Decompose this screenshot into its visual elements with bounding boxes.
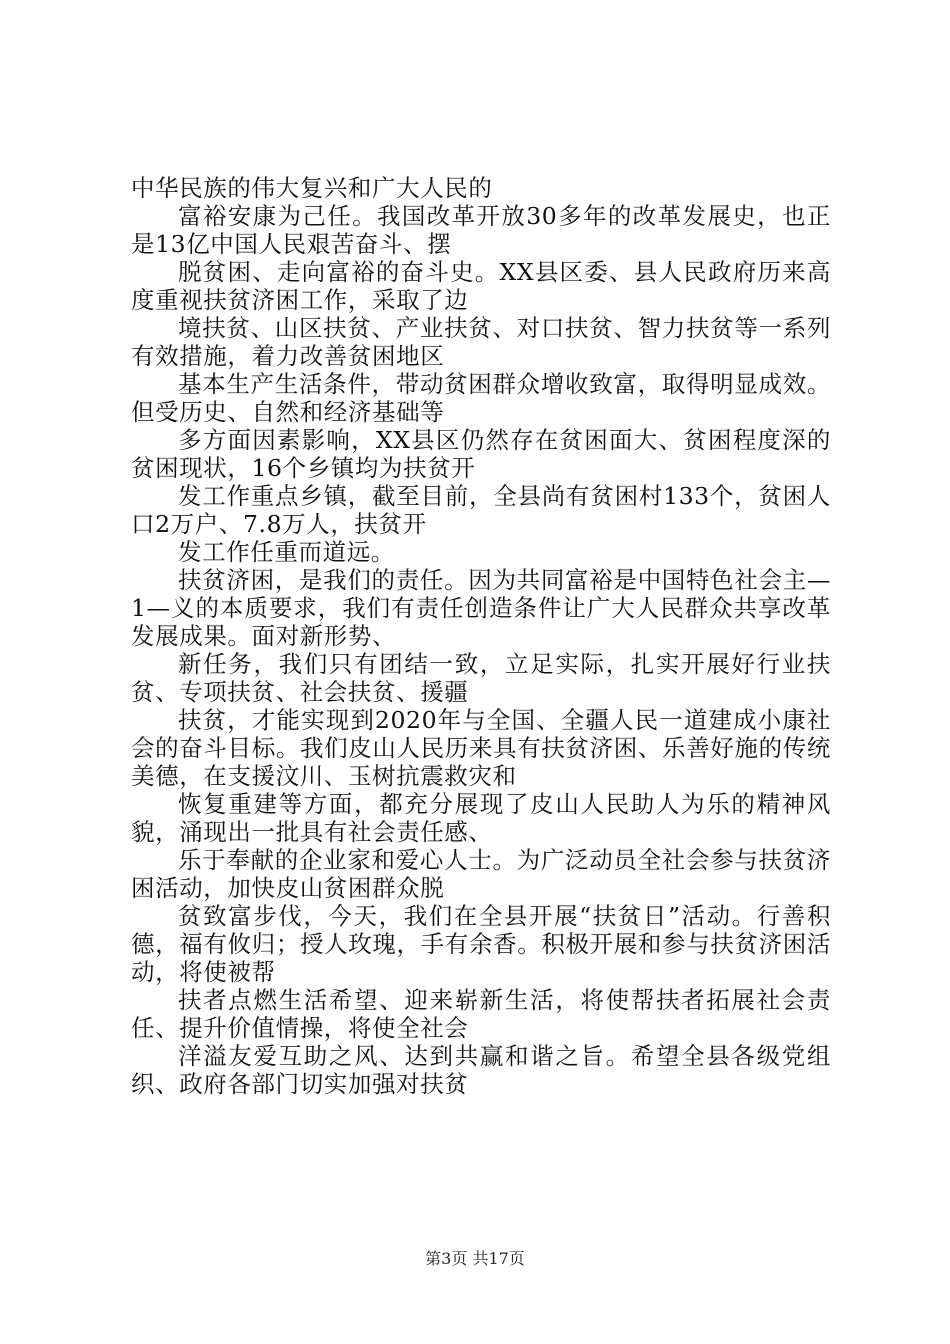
paragraph: 多方面因素影响，XX县区仍然存在贫困面大、贫困程度深的贫困现状，16个乡镇均为扶贫开 [131,426,831,482]
paragraph: 富裕安康为己任。我国改革开放30多年的改革发展史，也正是13亿中国人民艰苦奋斗、摆 [131,202,831,258]
paragraph: 恢复重建等方面，都充分展现了皮山人民助人为乐的精神风貌，涌现出一批具有社会责任感、 [131,790,831,846]
paragraph: 乐于奉献的企业家和爱心人士。为广泛动员全社会参与扶贫济困活动，加快皮山贫困群众脱 [131,846,831,902]
paragraph: 扶贫，才能实现到2020年与全国、全疆人民一道建成小康社会的奋斗目标。我们皮山人民历来具有扶贫济困、乐善好施的传统美德，在支援汶川、玉树抗震救灾和 [131,706,831,790]
paragraph: 发工作重点乡镇，截至目前，全县尚有贫困村133个，贫困人口2万户、7.8万人，扶贫开 [131,482,831,538]
document-body [131,174,831,1098]
paragraph: 扶者点燃生活希望、迎来崭新生活，将使帮扶者拓展社会责任、提升价值情操，将使全社会 [131,986,831,1042]
page-footer: 第3页 共17页 [425,1249,525,1268]
paragraph: 洋溢友爱互助之风、达到共赢和谐之旨。希望全县各级党组织、政府各部门切实加强对扶贫 [131,1042,831,1098]
paragraph: 贫致富步伐，今天，我们在全县开展“扶贫日”活动。行善积德，福有攸归；授人玫瑰，手有余香。积极开展和参与扶贫济困活动，将使被帮 [131,902,831,986]
paragraph: 中华民族的伟大复兴和广大人民的 [131,174,493,202]
paragraph: 脱贫困、走向富裕的奋斗史。XX县区委、县人民政府历来高度重视扶贫济困工作，采取了边 [131,258,831,314]
paragraph: 发工作任重而道远。 [178,538,395,566]
paragraph: 境扶贫、山区扶贫、产业扶贫、对口扶贫、智力扶贫等一系列有效措施，着力改善贫困地区 [131,314,831,370]
paragraph: 基本生产生活条件，带动贫困群众增收致富，取得明显成效。但受历史、自然和经济基础等 [131,370,831,426]
paragraph: 扶贫济困，是我们的责任。因为共同富裕是中国特色社会主—1—义的本质要求，我们有责任创造条件让广大人民群众共享改革发展成果。面对新形势、 [131,566,831,650]
paragraph: 新任务，我们只有团结一致，立足实际，扎实开展好行业扶贫、专项扶贫、社会扶贫、援疆 [131,650,831,706]
